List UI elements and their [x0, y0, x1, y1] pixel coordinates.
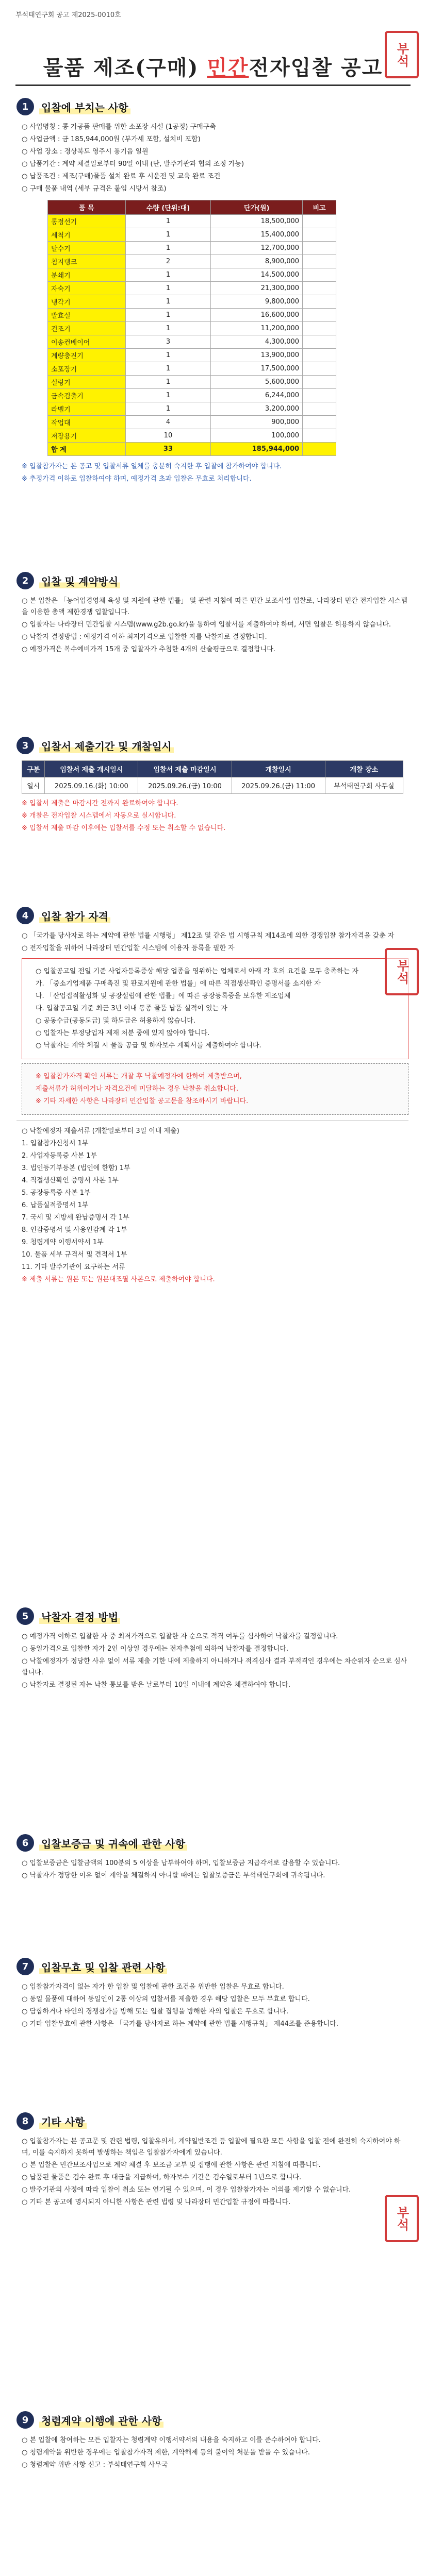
section-number: 5: [17, 1607, 34, 1625]
section-title: 낙찰자 결정 방법: [39, 1609, 120, 1624]
other-line: ○ 납품된 물품은 검수 완료 후 대금을 지급하며, 하자보수 기간은 검수일로부터 1년으로 합니다.: [22, 2174, 302, 2181]
table-cell: 작업대: [48, 416, 126, 429]
table-cell: 1: [125, 402, 211, 416]
table-row: [48, 335, 336, 349]
table-cell: 부석태연구회 사무실: [325, 777, 403, 794]
title-divider: [15, 84, 411, 86]
table-cell: [303, 443, 336, 456]
section-contract-method: [17, 572, 408, 656]
table-row: [48, 322, 336, 335]
note: ※ 추정가격 이하로 입찰하여야 하며, 예정가격 초과 입찰은 무효로 처리합니다.: [22, 475, 252, 483]
eligibility-item: 가. 「중소기업제품 구매촉진 및 판로지원에 관한 법률」에 따른 직접생산확인 증명서를 소지한 자: [36, 980, 321, 988]
table-row: [48, 402, 336, 416]
method-line: ○ 본 입찰은 「농어업경영체 육성 및 지원에 관한 법률」 및 관련 지침에 따른 민간 보조사업 입찰로, 나라장터 민간 전자입찰 시스템을 이용한 총액 제한경쟁 입찰입니다.: [22, 597, 407, 616]
document-item: 3. 법인등기부등본 (법인에 한함) 1부: [22, 1164, 130, 1172]
table-row: [48, 429, 336, 443]
integrity-line: ○ 본 입찰에 참여하는 모든 입찰자는 청렴계약 이행서약서의 내용을 숙지하고 이를 준수하여야 합니다.: [22, 2436, 321, 2444]
section-number: 3: [17, 737, 34, 754]
table-row: [48, 416, 336, 429]
table-cell: 발효실: [48, 309, 126, 322]
table-cell: [303, 242, 336, 255]
table-cell: 1: [125, 389, 211, 402]
document-item: 9. 청렴계약 이행서약서 1부: [22, 1239, 104, 1246]
table-cell: 21,300,000: [211, 282, 303, 295]
document-item: ○ 낙찰예정자 제출서류 (개찰일로부터 3일 이내 제출): [22, 1127, 179, 1135]
title-highlight: 민간: [207, 56, 249, 80]
other-line: ○ 본 입찰은 민간보조사업으로 계약 체결 후 보조금 교부 및 집행에 관한 사항은 관련 지침에 따릅니다.: [22, 2161, 321, 2169]
table-cell: 2: [125, 255, 211, 268]
bond-line: ○ 낙찰자가 정당한 이유 없이 계약을 체결하지 아니할 때에는 입찰보증금은 부석태연구회에 귀속됩니다.: [22, 1872, 325, 1879]
official-seal-icon: 부석: [385, 2195, 419, 2242]
table-cell: [303, 268, 336, 282]
eligibility-item: ○ 공동수급(공동도급) 및 하도급은 허용하지 않습니다.: [36, 1017, 195, 1025]
table-cell: 1: [125, 242, 211, 255]
section-title: 기타 사항: [39, 2114, 87, 2129]
table-row: [48, 228, 336, 242]
table-row: [48, 362, 336, 376]
section-title: 입찰에 부치는 사항: [39, 99, 130, 114]
method-line: ○ 예정가격은 복수예비가격 15개 중 입찰자가 추첨한 4개의 산술평균으로 결정합니다.: [22, 646, 275, 653]
table-row: [48, 376, 336, 389]
table-cell: 이송컨베이어: [48, 335, 126, 349]
table-header: 수량 (단위:대): [125, 200, 211, 215]
table-header: 개찰일시: [232, 761, 325, 777]
table-cell: 1: [125, 295, 211, 309]
official-seal-icon: 부석: [385, 948, 419, 995]
table-cell: 3: [125, 335, 211, 349]
eligibility-item: 다. 입찰공고일 기준 최근 3년 이내 동종 물품 납품 실적이 있는 자: [36, 1005, 227, 1012]
notice-line: ※ 입찰참가자격 확인 서류는 개찰 후 낙찰예정자에 한하여 제출받으며,: [36, 1073, 242, 1080]
table-row: [48, 282, 336, 295]
method-line: ○ 낙찰자 결정방법 : 예정가격 이하 최저가격으로 입찰한 자를 낙찰자로 결정합니다.: [22, 633, 267, 641]
table-cell: 6,244,000: [211, 389, 303, 402]
section-invalid-bids: [17, 1958, 408, 2031]
table-cell: 1: [125, 228, 211, 242]
document-number: 부석태연구회 공고 제2025-0010호: [15, 11, 121, 19]
document-item: 4. 직접생산확인 증명서 사본 1부: [22, 1177, 119, 1184]
note: ※ 입찰참가자는 본 공고 및 입찰서류 일체를 충분히 숙지한 후 입찰에 참가하여야 합니다.: [22, 463, 282, 470]
table-cell: 라벨기: [48, 402, 126, 416]
section-award: [17, 1607, 408, 1692]
section-items: [17, 98, 408, 486]
section-number: 6: [17, 1834, 34, 1852]
table-header: 구분: [22, 761, 45, 777]
award-line: ○ 낙찰자로 결정된 자는 낙찰 통보를 받은 날로부터 10일 이내에 계약을 체결하여야 합니다.: [22, 1681, 291, 1689]
section-number: 9: [17, 2411, 34, 2429]
section-title: 입찰서 제출기간 및 개찰일시: [39, 738, 174, 753]
table-row: [48, 268, 336, 282]
section-title: 청렴계약 이행에 관한 사항: [39, 2413, 163, 2428]
official-seal-icon: 부석: [385, 31, 419, 78]
table-cell: 2025.09.16.(화) 10:00: [45, 777, 138, 794]
table-cell: [303, 429, 336, 443]
table-cell: [303, 362, 336, 376]
table-cell: 1: [125, 282, 211, 295]
table-row: [48, 309, 336, 322]
bond-line: ○ 입찰보증금은 입찰금액의 100분의 5 이상을 납부하여야 하며, 입찰보증금 지급각서로 갈음할 수 있습니다.: [22, 1859, 340, 1867]
table-cell: 15,400,000: [211, 228, 303, 242]
table-cell: 185,944,000: [211, 443, 303, 456]
document-item: 2. 사업자등록증 사본 1부: [22, 1152, 97, 1160]
section-schedule: [17, 737, 408, 835]
item-line: ○ 납품조건 : 제조(구매)물품 설치 완료 후 시운전 및 교육 완료 조건: [22, 173, 221, 180]
table-cell: 1: [125, 268, 211, 282]
section-number: 2: [17, 572, 34, 589]
invalid-line: ○ 동일 물품에 대하여 동일인이 2통 이상의 입찰서를 제출한 경우 해당 입찰은 모두 무효로 합니다.: [22, 1995, 310, 2003]
table-cell: 1: [125, 349, 211, 362]
table-total-row: [48, 443, 336, 456]
integrity-line: ○ 청렴계약 위반 사항 신고 : 부석태연구회 사무국: [22, 2461, 168, 2469]
section-title: 입찰 참가 자격: [39, 908, 110, 923]
invalid-line: ○ 입찰참가자격이 없는 자가 한 입찰 및 입찰에 관한 조건을 위반한 입찰은 무효로 합니다.: [22, 1983, 284, 1991]
table-row: [22, 777, 403, 794]
table-cell: [303, 322, 336, 335]
section-number: 7: [17, 1958, 34, 1975]
eligibility-notice-box: [22, 1063, 408, 1115]
eligibility-box: [22, 958, 408, 1059]
other-line: ○ 기타 본 공고에 명시되지 아니한 사항은 관련 법령 및 나라장터 민간입찰 규정에 따릅니다.: [22, 2198, 291, 2206]
table-cell: 9,800,000: [211, 295, 303, 309]
table-cell: 10: [125, 429, 211, 443]
table-cell: 1: [125, 309, 211, 322]
table-cell: 저장용기: [48, 429, 126, 443]
section-title: 입찰보증금 및 귀속에 관한 사항: [39, 1836, 187, 1851]
award-line: ○ 낙찰예정자가 정당한 사유 없이 서류 제출 기한 내에 제출하지 아니하거나 적격심사 결과 부적격인 경우에는 차순위자 순으로 심사합니다.: [22, 1657, 407, 1676]
eligibility-item: ○ 입찰자는 부정당업자 제재 처분 중에 있지 않아야 합니다.: [36, 1029, 210, 1037]
table-cell: [303, 228, 336, 242]
other-line: ○ 발주기관의 사정에 따라 입찰이 취소 또는 연기될 수 있으며, 이 경우 입찰참가자는 이의를 제기할 수 없습니다.: [22, 2186, 351, 2194]
table-cell: [303, 376, 336, 389]
table-header: 입찰서 제출 개시일시: [45, 761, 138, 777]
section-number: 1: [17, 98, 34, 115]
page-title: 물품 제조(구매) 민간전자입찰 공고: [43, 56, 383, 80]
document-item: 11. 기타 발주기관이 요구하는 서류: [22, 1263, 125, 1271]
table-cell: 100,000: [211, 429, 303, 443]
table-cell: 세척기: [48, 228, 126, 242]
table-cell: 1: [125, 322, 211, 335]
table-cell: 2025.09.26.(금) 11:00: [232, 777, 325, 794]
table-row: [48, 349, 336, 362]
eligibility-line: ○ 전자입찰을 위하여 나라장터 민간입찰 시스템에 이용자 등록을 필한 자: [22, 944, 235, 952]
award-line: ○ 동일가격으로 입찰한 자가 2인 이상일 경우에는 전자추첨에 의하여 낙찰자를 결정합니다.: [22, 1645, 289, 1653]
table-header: 단가(원): [211, 200, 303, 215]
item-line: ○ 사업 장소 : 경상북도 영주시 풍기읍 일원: [22, 148, 149, 156]
documents-note: ※ 제출 서류는 원본 또는 원본대조필 사본으로 제출하여야 합니다.: [22, 1276, 215, 1283]
table-cell: 18,500,000: [211, 215, 303, 228]
section-title: 입찰 및 계약방식: [39, 573, 120, 588]
other-line: ○ 입찰참가자는 본 공고문 및 관련 법령, 입찰유의서, 계약일반조건 등 입찰에 필요한 모든 사항을 입찰 전에 완전히 숙지하여야 하며, 이를 숙지하지 못하여 발생하는 책임은 입찰참가자에게 있습니다.: [22, 2138, 401, 2157]
table-row: [48, 295, 336, 309]
table-cell: 13,900,000: [211, 349, 303, 362]
table-cell: 4,300,000: [211, 335, 303, 349]
invalid-line: ○ 담합하거나 타인의 경쟁참가를 방해 또는 입찰 집행을 방해한 자의 입찰은 무효로 합니다.: [22, 2008, 289, 2015]
eligibility-line: ○ 「국가를 당사자로 하는 계약에 관한 법률 시행령」 제12조 및 같은 법 시행규칙 제14조에 의한 경쟁입찰 참가자격을 갖춘 자: [22, 932, 395, 940]
note: ※ 입찰서 제출 마감 이후에는 입찰서를 수정 또는 취소할 수 없습니다.: [22, 824, 226, 832]
table-row: [48, 215, 336, 228]
table-cell: 2025.09.26.(금) 10:00: [138, 777, 232, 794]
table-cell: [303, 349, 336, 362]
notice-line: ※ 기타 자세한 사항은 나라장터 민간입찰 공고문을 참조하시기 바랍니다.: [36, 1097, 249, 1105]
document-item: 5. 공장등록증 사본 1부: [22, 1189, 91, 1197]
notice-line: 제출서류가 허위이거나 자격요건에 미달하는 경우 낙찰을 취소합니다.: [36, 1085, 239, 1093]
integrity-line: ○ 청렴계약을 위반한 경우에는 입찰참가자격 제한, 계약해제 등의 불이익 처분을 받을 수 있습니다.: [22, 2449, 310, 2456]
table-cell: [303, 282, 336, 295]
document-item: 7. 국세 및 지방세 완납증명서 각 1부: [22, 1214, 129, 1222]
table-cell: [303, 295, 336, 309]
table-cell: 3,200,000: [211, 402, 303, 416]
table-cell: 14,500,000: [211, 268, 303, 282]
table-cell: [303, 309, 336, 322]
table-cell: [303, 215, 336, 228]
table-cell: 8,900,000: [211, 255, 303, 268]
table-cell: 합 계: [48, 443, 126, 456]
document-item: 6. 납품실적증명서 1부: [22, 1201, 89, 1209]
table-cell: 11,200,000: [211, 322, 303, 335]
method-line: ○ 입찰자는 나라장터 민간입찰 시스템(www.g2b.go.kr)을 통하여 입찰서를 제출하여야 하며, 서면 입찰은 허용하지 않습니다.: [22, 621, 391, 629]
item-line: ○ 사업금액 : 금 185,944,000원 (부가세 포함, 설치비 포함): [22, 135, 201, 143]
table-cell: [303, 255, 336, 268]
eligibility-item: ○ 입찰공고일 전일 기준 사업자등록증상 해당 업종을 영위하는 업체로서 아래 각 호의 요건을 모두 충족하는 자: [36, 968, 358, 975]
table-cell: 소포장기: [48, 362, 126, 376]
item-line: ○ 구매 물품 내역 (세부 규격은 붙임 시방서 참조): [22, 185, 167, 193]
table-cell: 실링기: [48, 376, 126, 389]
eligibility-item: 나. 「산업집적활성화 및 공장설립에 관한 법률」에 따른 공장등록증을 보유한 제조업체: [36, 992, 291, 1000]
table-cell: 12,700,000: [211, 242, 303, 255]
table-cell: 침지탱크: [48, 255, 126, 268]
document-item: 8. 인감증명서 및 사용인감계 각 1부: [22, 1226, 127, 1234]
table-cell: 건조기: [48, 322, 126, 335]
item-line: ○ 사업명칭 : 콩 가공품 판매를 위한 소포장 시설 (1공정) 구매구축: [22, 123, 216, 131]
table-cell: 계량충진기: [48, 349, 126, 362]
section-bid-bond: [17, 1834, 408, 1883]
section-title: 입찰무효 및 입찰 관련 사항: [39, 1959, 167, 1974]
table-cell: 16,600,000: [211, 309, 303, 322]
invalid-line: ○ 기타 입찰무효에 관한 사항은 「국가를 당사자로 하는 계약에 관한 법률 시행규칙」 제44조를 준용합니다.: [22, 2020, 339, 2028]
table-cell: 1: [125, 362, 211, 376]
note: ※ 개찰은 전자입찰 시스템에서 자동으로 실시합니다.: [22, 812, 176, 820]
document-item: 1. 입찰참가신청서 1부: [22, 1140, 89, 1147]
document-item: 10. 물품 세부 규격서 및 견적서 1부: [22, 1251, 127, 1259]
table-row: [48, 389, 336, 402]
table-header: 품 목: [48, 200, 126, 215]
table-header: 입찰서 제출 마감일시: [138, 761, 232, 777]
table-cell: 금속검출기: [48, 389, 126, 402]
table-cell: 1: [125, 376, 211, 389]
items-table: [47, 200, 336, 456]
table-row: [48, 242, 336, 255]
section-number: 8: [17, 2112, 34, 2130]
table-cell: 5,600,000: [211, 376, 303, 389]
section-eligibility: [17, 907, 408, 1286]
table-cell: 일시: [22, 777, 45, 794]
eligibility-item: ○ 낙찰자는 계약 체결 시 물품 공급 및 하자보수 계획서를 제출하여야 합니다.: [36, 1042, 261, 1049]
table-header: 비고: [303, 200, 336, 215]
note: ※ 입찰서 제출은 마감시간 전까지 완료하여야 합니다.: [22, 800, 178, 807]
table-row: [48, 255, 336, 268]
table-cell: 자숙기: [48, 282, 126, 295]
table-cell: 탈수기: [48, 242, 126, 255]
table-cell: [303, 402, 336, 416]
item-line: ○ 납품기간 : 계약 체결일로부터 90일 이내 (단, 발주기관과 협의 조정 가능): [22, 160, 244, 168]
table-cell: 900,000: [211, 416, 303, 429]
table-cell: 콩정선기: [48, 215, 126, 228]
table-cell: 4: [125, 416, 211, 429]
table-header: 개찰 장소: [325, 761, 403, 777]
table-cell: 냉각기: [48, 295, 126, 309]
section-integrity: [17, 2411, 408, 2472]
section-number: 4: [17, 907, 34, 924]
schedule-table: [22, 760, 403, 794]
table-cell: 1: [125, 215, 211, 228]
table-cell: 17,500,000: [211, 362, 303, 376]
table-cell: [303, 335, 336, 349]
table-cell: [303, 416, 336, 429]
table-cell: [303, 389, 336, 402]
section-other: [17, 2112, 408, 2209]
table-cell: 분쇄기: [48, 268, 126, 282]
award-line: ○ 예정가격 이하로 입찰한 자 중 최저가격으로 입찰한 자 순으로 적격 여부를 심사하여 낙찰자를 결정합니다.: [22, 1633, 338, 1640]
table-cell: 33: [125, 443, 211, 456]
